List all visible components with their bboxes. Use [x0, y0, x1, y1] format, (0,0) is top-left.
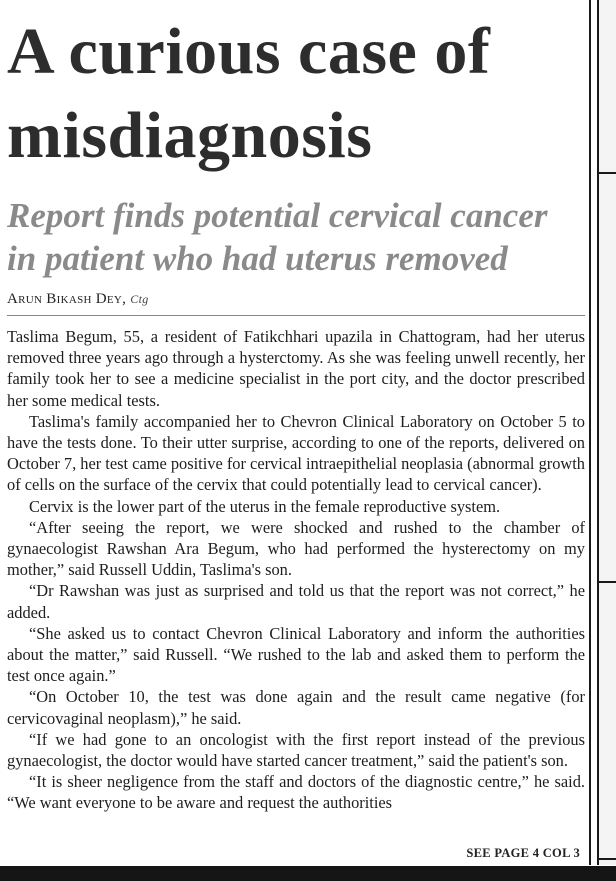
- byline-location: Ctg: [130, 292, 149, 306]
- adjacent-column-rule: [599, 581, 616, 583]
- headline: A curious case of misdiagnosis: [7, 15, 491, 172]
- paragraph: Cervix is the lower part of the uterus in the female reproductive system.: [29, 496, 501, 516]
- byline-author: Arun Bikash Dey,: [7, 291, 127, 307]
- paragraph: “It is sheer negligence from the staff and doctors of the diagnostic centre,” he said. “We want everyone to be aware and request the authorities: [7, 772, 585, 813]
- paragraph: Taslima Begum, 55, a resident of Fatikchhari upazila in Chattogram, had her uterus removed three years ago through a hysterctomy. As she was feeling unwell recently, her family took her to see a medicine specialist in the port city, and the doctor prescribed her some medical tests.: [7, 327, 585, 410]
- adjacent-column-edge: [599, 0, 616, 865]
- paragraph: “She asked us to contact Chevron Clinical Laboratory and inform the authorities about the matter,” said Russell. “We rushed to the lab and asked them to perform the test once again.”: [7, 623, 585, 686]
- paragraph: Taslima's family accompanied her to Chevron Clinical Laboratory on October 5 to have the tests done. To their utter surprise, according to one of the reports, delivered on October 7, her test came positive for cervical intraepithelial neoplasia (abnormal growth of cells on the surface of the cervix that could potentially lead to cervical cancer).: [7, 411, 586, 495]
- byline-divider: [7, 315, 585, 316]
- subheadline: Report finds potential cervical cancer in patient who had uterus removed: [7, 196, 548, 278]
- paragraph: “If we had gone to an oncologist with the first report instead of the previous gynaecologist, the doctor would have started cancer treatment,” said the patient's son.: [7, 729, 585, 771]
- adjacent-column-rule: [599, 858, 616, 860]
- byline: [7, 290, 585, 308]
- article: [7, 10, 585, 814]
- continuation-jump: SEE PAGE 4 COL 3: [466, 846, 580, 860]
- paragraph: “On October 10, the test was done again and the result came negative (for cervicovaginal neoplasm),” he said.: [7, 687, 585, 728]
- paragraph: “After seeing the report, we were shocked and rushed to the chamber of gynaecologist Rawshan Ara Begum, who had performed the hysterectomy on my mother,” said Russell Uddin, Taslima's son.: [7, 517, 585, 580]
- adjacent-column-rule: [599, 172, 616, 174]
- page-bottom-edge: [0, 866, 616, 881]
- article-body: [7, 326, 585, 814]
- column-rule: [589, 0, 591, 865]
- paragraph: “Dr Rawshan was just as surprised and told us that the report was not correct,” he added.: [7, 581, 585, 622]
